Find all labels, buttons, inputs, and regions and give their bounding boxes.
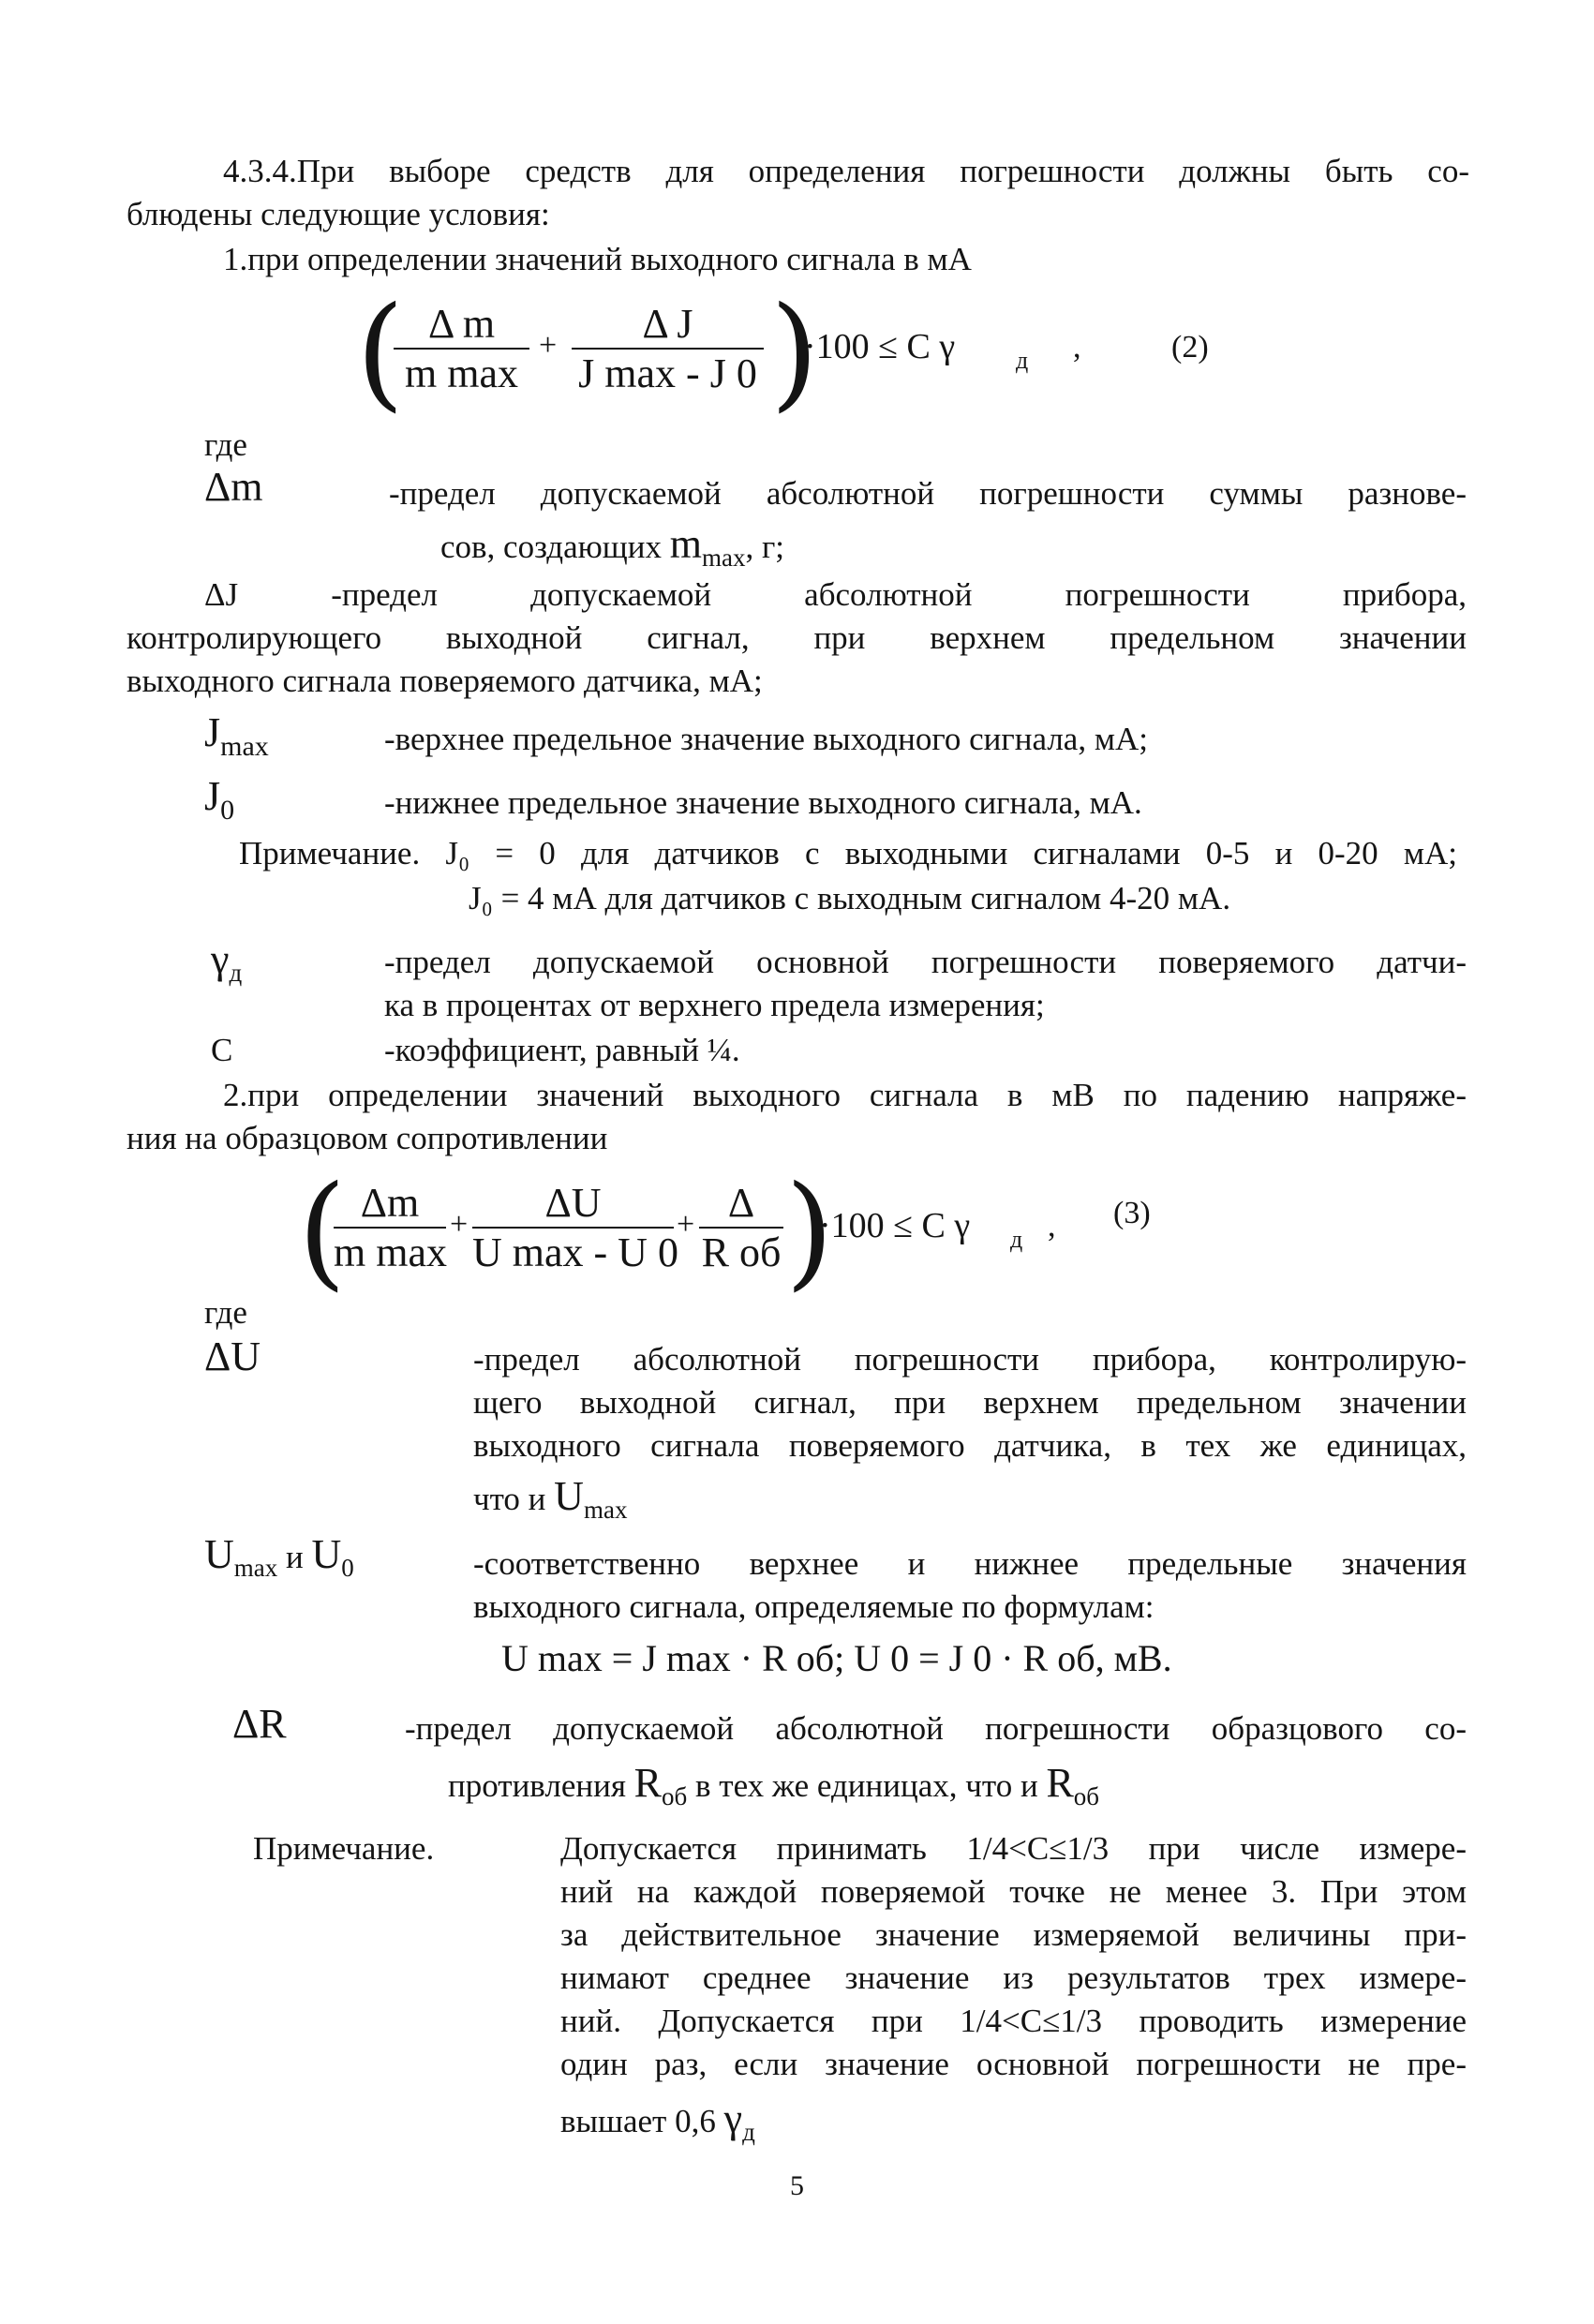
umax-description-line2: выходного сигнала, определяемые по формулам:: [473, 1588, 1155, 1625]
formula-2: [356, 280, 1209, 425]
formula-comma: ,: [1048, 1209, 1056, 1244]
left-paren: (: [298, 1159, 347, 1304]
fraction-dm-mmax: [334, 1179, 446, 1276]
numerator: ΔU: [544, 1180, 602, 1226]
where-label-2: где: [204, 1294, 247, 1331]
numerator: Δ J: [642, 301, 693, 347]
formula-3: [298, 1159, 1169, 1304]
jmax-description: -верхнее предельное значение выходного сигнала, мА;: [384, 721, 1148, 757]
fraction-dr: [699, 1179, 783, 1276]
note2-line4: нимают среднее значение из результатов трех измере-: [560, 1959, 1467, 1996]
du-description-line4: что и $U_{max}$: [473, 1473, 628, 1524]
page-number: 5: [790, 2170, 804, 2201]
formula-comma: ,: [1073, 330, 1081, 365]
fraction-du: [472, 1179, 678, 1276]
gamma-description-line2: ка в процентах от верхнего предела измерения;: [384, 987, 1045, 1023]
umax-u0-formula: U max = J max · R об; U 0 = J 0 · R об, мВ.: [501, 1637, 1172, 1679]
note2-line7: вышает 0,6 $\gamma_д$: [560, 2095, 755, 2146]
item-2-line2: ния на образцовом сопротивлении: [127, 1120, 608, 1156]
note2-line5: ний. Допускается при 1/4<С≤1/3 проводить измерение: [560, 2003, 1467, 2039]
note2-line2: ний на каждой поверяемой точке не менее 3. При этом: [560, 1873, 1467, 1910]
plus-sign-1: +: [450, 1207, 469, 1242]
note2-line3: за действительное значение измеряемой величины при-: [560, 1916, 1467, 1953]
gamma-description-line1: -предел допускаемой основной погрешности поверяемого датчи-: [384, 944, 1467, 980]
dr-description-line2: противления $R_{об}$ в тех же единицах, что и $R_{об}$: [448, 1760, 1100, 1810]
paragraph-4-3-4-line2: блюдены следующие условия:: [127, 196, 550, 232]
denominator: m max: [405, 350, 518, 396]
numerator: Δ: [727, 1180, 755, 1226]
left-paren: (: [356, 280, 405, 425]
note1-line2: J₀ = 4 мА для датчиков с выходным сигналом 4-20 мА.: [469, 880, 1231, 916]
denominator: J max - J 0: [578, 350, 757, 396]
formula-number: (3): [1113, 1196, 1151, 1230]
paragraph-4-3-4-line1: 4.3.4.При выборе средств для определения погрешности должны быть со-: [223, 153, 1469, 189]
dm-description-line1: -предел допускаемой абсолютной погрешности суммы разнове-: [389, 475, 1467, 512]
dr-description-line1: -предел допускаемой абсолютной погрешности образцового со-: [405, 1710, 1467, 1747]
numerator: Δm: [360, 1180, 420, 1226]
dj-description-line2: контролирующего выходной сигнал, при верхнем предельном значении: [127, 619, 1467, 656]
item-1-text: 1.при определении значений выходного сигнала в мА: [223, 241, 972, 277]
formula-tail: ·100 ≤ C γ: [804, 327, 956, 366]
symbol-dr: ΔR: [232, 1701, 287, 1747]
umax-description-line1: -соответственно верхнее и нижнее предельные значения: [473, 1545, 1467, 1582]
du-description-line2: щего выходной сигнал, при верхнем предельном значении: [473, 1384, 1467, 1421]
symbol-dm: Δm: [204, 464, 263, 510]
fraction-dm-mmax: [394, 300, 529, 397]
where-label: где: [204, 426, 247, 463]
formula-tail-subscript: д: [1010, 1226, 1023, 1253]
symbol-c: С: [211, 1032, 233, 1068]
symbol-jmax: $J_{max}$: [204, 709, 269, 762]
item-2-line1: 2.при определении значений выходного сигнала в мВ по падению напряже-: [223, 1077, 1467, 1113]
plus-sign-2: +: [677, 1207, 695, 1242]
du-description-line1: -предел абсолютной погрешности прибора, контролирую-: [473, 1341, 1467, 1378]
c-description: -коэффициент, равный ¼.: [384, 1032, 740, 1068]
fraction-dj: [572, 300, 764, 397]
symbol-j0: $J_0$: [204, 773, 235, 826]
right-paren: ): [785, 1159, 834, 1304]
dj-description-line3: выходного сигнала поверяемого датчика, мА;: [127, 663, 763, 699]
j0-description: -нижнее предельное значение выходного сигнала, мА.: [384, 784, 1142, 821]
formula-number: (2): [1171, 330, 1209, 365]
note2-label: Примечание.: [253, 1830, 435, 1867]
note2-line6: один раз, если значение основной погрешности не пре-: [560, 2046, 1467, 2082]
symbol-umax-u0: $U_{max}$ и $U_0$: [204, 1531, 354, 1582]
note1-line1: Примечание. J₀ = 0 для датчиков с выходными сигналами 0-5 и 0-20 мА;: [239, 835, 1457, 872]
denominator: m max: [334, 1229, 447, 1275]
plus-sign: +: [539, 328, 558, 363]
du-description-line3: выходного сигнала поверяемого датчика, в тех же единицах,: [473, 1427, 1467, 1464]
dj-description-line1: ΔJ -предел допускаемой абсолютной погрешности прибора,: [204, 576, 1467, 613]
numerator: Δ m: [427, 301, 496, 347]
formula-tail-subscript: д: [1016, 347, 1029, 374]
denominator: R об: [701, 1229, 782, 1275]
note2-line1: Допускается принимать 1/4<С≤1/3 при числе измере-: [560, 1830, 1467, 1867]
symbol-gamma: $\gamma_д$: [211, 936, 243, 987]
formula-tail: ·100 ≤ C γ: [819, 1206, 971, 1245]
dm-description-line2: сов, создающих $m_{max}$, г;: [440, 521, 785, 572]
symbol-du: ΔU: [204, 1333, 261, 1379]
right-paren: ): [770, 280, 819, 425]
denominator: U max - U 0: [472, 1229, 678, 1275]
